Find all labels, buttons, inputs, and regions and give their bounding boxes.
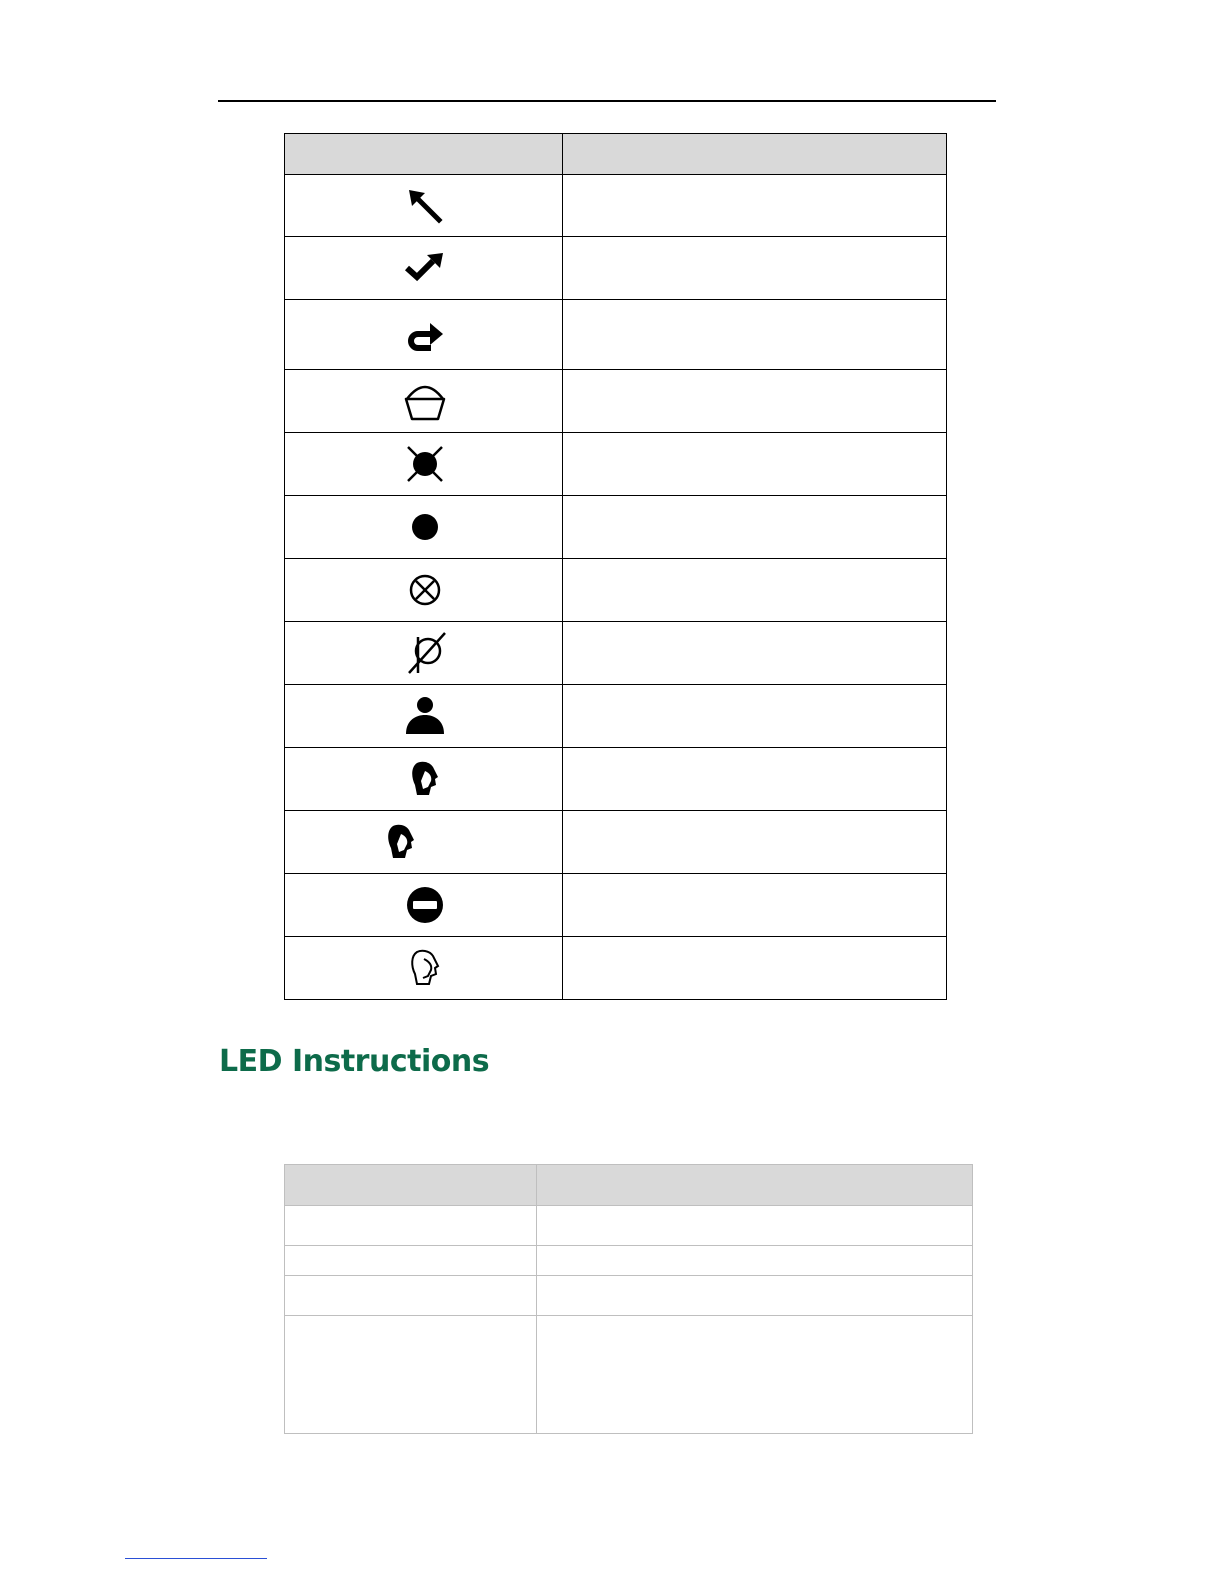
led-table-row	[285, 1316, 973, 1434]
icon-description	[563, 622, 947, 685]
icon-table-row	[285, 370, 947, 433]
icon-cell	[285, 685, 563, 748]
icon-description	[563, 237, 947, 300]
icon-table	[284, 133, 947, 1000]
led-table-header-led-status	[285, 1165, 537, 1206]
led-status-cell	[285, 1206, 537, 1246]
icon-cell	[285, 622, 563, 685]
header-rule	[218, 100, 996, 102]
led-status-cell	[285, 1246, 537, 1276]
icon-table-row	[285, 433, 947, 496]
led-table-row	[285, 1246, 973, 1276]
icon-table-row	[285, 559, 947, 622]
section-title: LED Instructions	[219, 1044, 490, 1079]
icon-description	[563, 748, 947, 811]
icon-table-row	[285, 937, 947, 1000]
icon-description	[563, 496, 947, 559]
crossed-dot-icon	[403, 442, 447, 486]
icon-cell	[285, 874, 563, 937]
led-table-row	[285, 1276, 973, 1316]
icon-table-row	[285, 496, 947, 559]
check-arrow-icon	[403, 246, 447, 290]
icon-description	[563, 685, 947, 748]
icon-cell	[285, 433, 563, 496]
icon-table-row	[285, 300, 947, 370]
icon-table-header-row	[285, 134, 947, 175]
icon-description	[563, 175, 947, 237]
icon-table-header-description	[563, 134, 947, 175]
icon-cell	[285, 937, 563, 1000]
icon-description	[563, 433, 947, 496]
head-solid-left-icon	[379, 820, 423, 864]
icon-table-row	[285, 748, 947, 811]
led-description-cell	[537, 1276, 973, 1316]
icon-table-header-icon	[285, 134, 563, 175]
icon-cell	[285, 811, 563, 874]
do-not-disturb-icon	[403, 883, 447, 927]
head-outline-icon	[403, 946, 447, 990]
led-table	[284, 1164, 973, 1434]
icon-table-row	[285, 685, 947, 748]
icon-cell	[285, 300, 563, 370]
arrow-up-left-icon	[403, 184, 447, 228]
filled-dot-icon	[403, 505, 447, 549]
person-icon	[403, 694, 447, 738]
led-status-cell	[285, 1316, 537, 1434]
circled-x-icon	[403, 568, 447, 612]
bucket-icon	[403, 379, 447, 423]
led-description-cell	[537, 1316, 973, 1434]
icon-table-row	[285, 622, 947, 685]
icon-cell	[285, 237, 563, 300]
led-description-cell	[537, 1246, 973, 1276]
icon-description	[563, 811, 947, 874]
slashed-circle-icon	[403, 631, 447, 675]
head-solid-icon	[403, 757, 447, 801]
led-status-cell	[285, 1276, 537, 1316]
led-description-cell	[537, 1206, 973, 1246]
icon-cell	[285, 370, 563, 433]
led-table-header-row	[285, 1165, 973, 1206]
led-table-row	[285, 1206, 973, 1246]
icon-table-row	[285, 175, 947, 237]
icon-description	[563, 874, 947, 937]
icon-cell	[285, 748, 563, 811]
icon-cell	[285, 496, 563, 559]
icon-table-row	[285, 874, 947, 937]
icon-cell	[285, 175, 563, 237]
icon-description	[563, 937, 947, 1000]
icon-table-row	[285, 811, 947, 874]
icon-description	[563, 559, 947, 622]
footer-link[interactable]	[125, 1558, 267, 1559]
icon-description	[563, 300, 947, 370]
led-table-header-description	[537, 1165, 973, 1206]
icon-description	[563, 370, 947, 433]
icon-cell	[285, 559, 563, 622]
icon-table-row	[285, 237, 947, 300]
forward-arrow-icon	[403, 313, 447, 357]
